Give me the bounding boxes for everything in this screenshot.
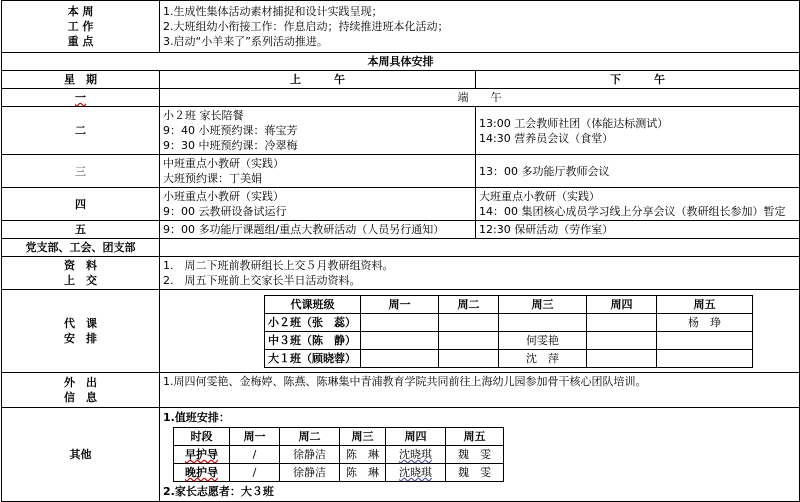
pm-item: 12:30 保研活动（劳作室） bbox=[479, 223, 614, 236]
submit-label-line: 资 料 bbox=[64, 259, 97, 272]
day-label: 四 bbox=[2, 188, 160, 221]
day-label bbox=[2, 89, 160, 107]
duty-value: 魏 雯 bbox=[446, 464, 504, 482]
duty-header-row bbox=[174, 428, 504, 446]
substitute-header: 周一 bbox=[361, 296, 439, 314]
focus-items bbox=[160, 1, 800, 53]
substitute-header: 周四 bbox=[587, 296, 657, 314]
duty-value-text: 沈晓琪 bbox=[399, 448, 432, 461]
other-row bbox=[2, 408, 800, 502]
submit-label-line: 上 交 bbox=[64, 274, 97, 287]
am-item: 小班重点小教研（实践） bbox=[163, 190, 284, 203]
duty-value: 魏 雯 bbox=[446, 446, 504, 464]
outing-text: 1.周四何雯艳、金梅婷、陈燕、陈琳集中青浦教育学院共同前往上海幼儿园参加骨干核心团队培训。 bbox=[160, 373, 800, 408]
schedule-title-row bbox=[2, 53, 800, 71]
substitute-value bbox=[587, 350, 657, 368]
substitute-class: 大１班（顾晓蓉） bbox=[265, 350, 361, 368]
substitute-header-row bbox=[265, 296, 753, 314]
am-cell bbox=[160, 221, 476, 239]
pm-cell bbox=[476, 107, 800, 155]
duty-header: 周五 bbox=[446, 428, 504, 446]
weekly-plan-table bbox=[1, 0, 800, 502]
substitute-value bbox=[361, 314, 439, 332]
duty-header: 时段 bbox=[174, 428, 230, 446]
substitute-value bbox=[439, 350, 499, 368]
party-content bbox=[160, 239, 800, 257]
day-label: 三 bbox=[2, 155, 160, 188]
substitute-row-item bbox=[265, 314, 753, 332]
schedule-title: 本周具体安排 bbox=[2, 53, 800, 71]
substitute-value: 杨 琤 bbox=[657, 314, 753, 332]
substitute-class: 中３班（陈 静） bbox=[265, 332, 361, 350]
other-label: 其他 bbox=[2, 408, 160, 502]
am-item: 9：40 小班预约课：蒋宝芳 bbox=[163, 124, 298, 137]
pm-cell bbox=[476, 188, 800, 221]
focus-label-line: 本 周 bbox=[67, 5, 94, 18]
submit-label bbox=[2, 257, 160, 290]
duty-header: 周三 bbox=[340, 428, 386, 446]
focus-item: 1.生成性集体活动素材捕捉和设计实践呈现； bbox=[163, 5, 383, 18]
substitute-value bbox=[657, 350, 753, 368]
pm-item: 13：00 多功能厅教师会议 bbox=[479, 164, 610, 178]
substitute-row bbox=[2, 290, 800, 373]
substitute-value bbox=[499, 314, 587, 332]
focus-label-line: 工 作 bbox=[67, 20, 94, 33]
substitute-class: 小２班（张 蕊） bbox=[265, 314, 361, 332]
pm-cell bbox=[476, 155, 800, 188]
am-item: 大班预约课：丁美娟 bbox=[163, 172, 262, 185]
substitute-value: 何雯艳 bbox=[499, 332, 587, 350]
am-cell bbox=[160, 107, 476, 155]
duty-value-text: 沈晓琪 bbox=[399, 466, 432, 479]
schedule-header-row bbox=[2, 71, 800, 89]
outing-label-line: 信 息 bbox=[64, 391, 97, 404]
duty-value bbox=[386, 446, 446, 464]
duty-period bbox=[174, 464, 230, 482]
day-row-mon bbox=[2, 89, 800, 107]
duty-row bbox=[174, 464, 504, 482]
day-label: 二 bbox=[2, 107, 160, 155]
substitute-value bbox=[587, 332, 657, 350]
substitute-label-line: 代 课 bbox=[64, 317, 97, 330]
header-day: 星 期 bbox=[2, 71, 160, 89]
focus-item: 2.大班组幼小衔接工作：作息启动；持续推进班本化活动； bbox=[163, 20, 449, 33]
substitute-header: 周二 bbox=[439, 296, 499, 314]
am-cell bbox=[160, 188, 476, 221]
am-item: 小２班 家长陪餐 bbox=[163, 109, 244, 122]
day-row-thu bbox=[2, 188, 800, 221]
outing-label bbox=[2, 373, 160, 408]
substitute-row-item bbox=[265, 350, 753, 368]
pm-item: 大班重点小教研（实践） bbox=[479, 190, 600, 203]
substitute-header: 代课班级 bbox=[265, 296, 361, 314]
substitute-header: 周五 bbox=[657, 296, 753, 314]
duty-table bbox=[173, 427, 504, 482]
focus-item: 3.启动“小羊来了”系列活动推进。 bbox=[163, 35, 328, 48]
am-item: 中班重点小教研（实践） bbox=[163, 157, 284, 170]
substitute-value bbox=[587, 314, 657, 332]
submit-items bbox=[160, 257, 800, 290]
header-pm: 下 午 bbox=[476, 71, 800, 89]
duty-value: 陈 琳 bbox=[340, 446, 386, 464]
pm-cell bbox=[476, 221, 800, 239]
duty-title: 1.值班安排： bbox=[163, 411, 230, 424]
header-am: 上 午 bbox=[160, 71, 476, 89]
pm-item: 14:30 营养员会议（食堂） bbox=[479, 131, 614, 145]
party-label: 党支部、工会、团支部 bbox=[2, 239, 160, 257]
substitute-value bbox=[361, 332, 439, 350]
substitute-value bbox=[657, 332, 753, 350]
duty-period-text: 晚护导 bbox=[185, 466, 218, 479]
am-item: 9：00 多功能厅课题组/重点大教研活动（人员另行通知） bbox=[163, 223, 445, 236]
volunteer-text: 2.家长志愿者：大３班 bbox=[163, 485, 274, 498]
substitute-label bbox=[2, 290, 160, 373]
submit-item: 1. 周二下班前教研组长上交５月教研组资料。 bbox=[163, 259, 394, 272]
duty-value: 陈 琳 bbox=[340, 464, 386, 482]
other-cell bbox=[160, 408, 800, 502]
day-label-text: 一 bbox=[75, 91, 86, 104]
substitute-row-item bbox=[265, 332, 753, 350]
submit-item: 2. 周五下班前上交家长半日活动资料。 bbox=[163, 274, 361, 287]
substitute-value bbox=[439, 332, 499, 350]
duty-value: / bbox=[230, 446, 280, 464]
duty-value bbox=[386, 464, 446, 482]
day-row-fri bbox=[2, 221, 800, 239]
am-item: 9：00 云教研设备试运行 bbox=[163, 205, 287, 218]
substitute-value bbox=[439, 314, 499, 332]
party-row bbox=[2, 239, 800, 257]
duty-row bbox=[174, 446, 504, 464]
submit-row bbox=[2, 257, 800, 290]
focus-row bbox=[2, 1, 800, 53]
pm-item: 13:00 工会教师社团（体能达标测试） bbox=[479, 116, 669, 130]
day-row-tue bbox=[2, 107, 800, 155]
substitute-label-line: 安 排 bbox=[64, 332, 97, 345]
duty-header: 周二 bbox=[280, 428, 340, 446]
substitute-cell bbox=[160, 290, 800, 373]
focus-label-line: 重 点 bbox=[67, 35, 94, 48]
duty-header: 周四 bbox=[386, 428, 446, 446]
am-item: 9：30 中班预约课：冷翠梅 bbox=[163, 139, 298, 152]
substitute-value: 沈 萍 bbox=[499, 350, 587, 368]
substitute-table bbox=[264, 295, 753, 368]
duty-header: 周一 bbox=[230, 428, 280, 446]
day-label: 五 bbox=[2, 221, 160, 239]
pm-item: 14：00 集团核心成员学习线上分享会议（教研组长参加）暂定 bbox=[479, 205, 786, 218]
am-cell bbox=[160, 155, 476, 188]
outing-row bbox=[2, 373, 800, 408]
holiday-text: 端 午 bbox=[160, 89, 800, 107]
day-row-wed bbox=[2, 155, 800, 188]
outing-label-line: 外 出 bbox=[64, 376, 97, 389]
duty-period bbox=[174, 446, 230, 464]
substitute-header: 周三 bbox=[499, 296, 587, 314]
focus-label bbox=[2, 1, 160, 53]
duty-period-text: 早护导 bbox=[185, 448, 218, 461]
duty-value: 徐静洁 bbox=[280, 464, 340, 482]
duty-value: 徐静洁 bbox=[280, 446, 340, 464]
duty-value: / bbox=[230, 464, 280, 482]
substitute-value bbox=[361, 350, 439, 368]
